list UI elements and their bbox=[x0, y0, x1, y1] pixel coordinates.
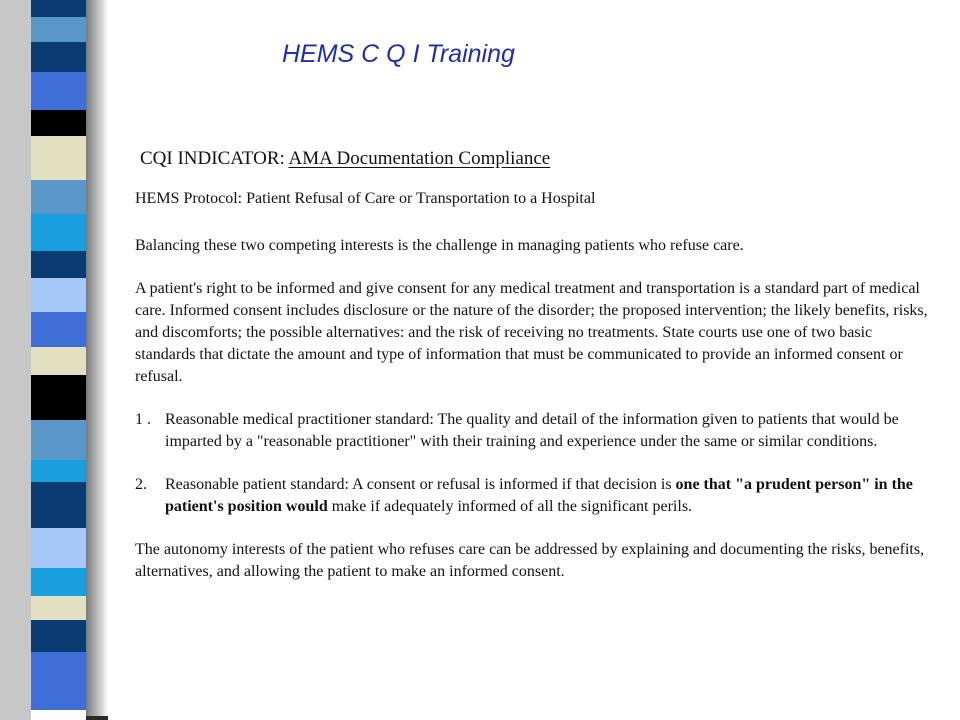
stripe-block bbox=[31, 136, 86, 180]
stripe-block bbox=[31, 460, 86, 482]
list-text-1: Reasonable medical practitioner standard: The quality and detail of the information given to patients that would be imparted by a "reasonable practitioner" with their training and experience under the same or similar conditions. bbox=[165, 411, 899, 450]
list-item-patient-standard bbox=[135, 474, 935, 518]
stripe-block bbox=[31, 375, 86, 420]
cqi-indicator-line bbox=[140, 146, 935, 172]
consent-paragraph: A patient's right to be informed and give consent for any medical treatment and transportation is a standard part of medical care. Informed consent includes disclosure or the nature of the disorder; the proposed intervention; the likely benefits, risks, and discomforts; the possible alternatives: and the risk of receiving no treatments. State courts use one of two basic standards that dictate the amount and type of information that must be communicated to provide an informed consent or refusal. bbox=[135, 280, 928, 385]
stripe-block bbox=[31, 42, 86, 72]
stripe-block bbox=[31, 420, 86, 460]
stripe-block bbox=[31, 72, 86, 110]
cqi-indicator-value: AMA Documentation Compliance bbox=[288, 148, 551, 169]
autonomy-paragraph: The autonomy interests of the patient who refuses care can be addressed by explaining and documenting the risks, benefits, alternatives, and allowing the patient to make an informed consent. bbox=[135, 541, 925, 580]
list-text-2 bbox=[165, 474, 935, 518]
decorative-stripe-band bbox=[0, 0, 108, 720]
stripe-block bbox=[31, 0, 86, 17]
stripe-shadow bbox=[86, 0, 108, 720]
stripe-block bbox=[31, 180, 86, 214]
stripe-block bbox=[31, 110, 86, 136]
document-body bbox=[135, 146, 935, 604]
stripe-block bbox=[31, 596, 86, 620]
stripe-blocks bbox=[31, 0, 86, 720]
list-number-1: 1 . bbox=[135, 411, 151, 428]
stripe-bottom-edge bbox=[86, 716, 108, 720]
stripe-block bbox=[31, 528, 86, 568]
protocol-heading: HEMS Protocol: Patient Refusal of Care or Transportation to a Hospital bbox=[135, 190, 596, 207]
stripe-block bbox=[31, 652, 86, 710]
stripe-background bbox=[0, 0, 31, 720]
list-item-practitioner-standard bbox=[135, 409, 935, 453]
stripe-block bbox=[31, 312, 86, 347]
list-text-2-bold: one that "a prudent person" in the patient's position would bbox=[165, 476, 913, 515]
list-number-2: 2. bbox=[135, 476, 147, 493]
balance-paragraph: Balancing these two competing interests is the challenge in managing patients who refuse care. bbox=[135, 237, 744, 254]
stripe-block bbox=[31, 347, 86, 375]
cqi-indicator-label: CQI INDICATOR: bbox=[140, 148, 289, 169]
stripe-block bbox=[31, 482, 86, 528]
stripe-block bbox=[31, 278, 86, 312]
stripe-block bbox=[31, 17, 86, 42]
stripe-block bbox=[31, 251, 86, 278]
list-text-2-end: make if adequately informed of all the significant perils. bbox=[327, 498, 693, 515]
slide-title: HEMS C Q I Training bbox=[282, 40, 515, 68]
stripe-block bbox=[31, 568, 86, 596]
list-text-2-start: Reasonable patient standard: A consent or refusal is informed if that decision is bbox=[165, 476, 676, 493]
stripe-block bbox=[31, 620, 86, 652]
stripe-block bbox=[31, 214, 86, 251]
